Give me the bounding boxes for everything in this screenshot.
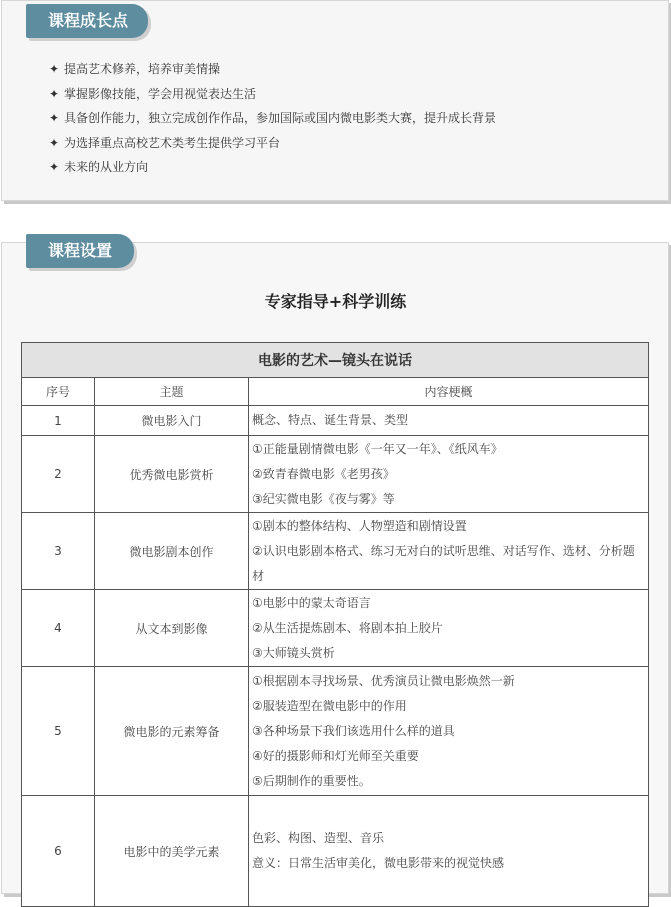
- content-line: ②致青春微电影《老男孩》: [252, 466, 395, 481]
- table-row: [22, 513, 649, 590]
- row-content: [249, 667, 649, 796]
- row-topic: 微电影入门: [95, 406, 249, 436]
- content-line: 概念、特点、诞生背景、类型: [252, 413, 409, 427]
- goal-text: 未来的从业方向: [64, 160, 149, 174]
- star-bullet-icon: ✦: [49, 111, 60, 125]
- content-line: 意义：日常生活审美化，微电影带来的视觉快感: [252, 856, 505, 870]
- star-bullet-icon: ✦: [49, 62, 60, 76]
- course-table: [21, 342, 649, 907]
- table-title-row: [22, 343, 649, 378]
- list-item: [49, 131, 496, 156]
- content-line: ③各种场景下我们该选用什么样的道具: [252, 723, 455, 738]
- goal-text: 为选择重点高校艺术类考生提供学习平台: [64, 135, 281, 150]
- row-number: 4: [22, 590, 95, 667]
- goal-text: 具备创作能力，独立完成创作作品，参加国际或国内微电影类大赛，提升成长背景: [64, 111, 497, 125]
- content-line: ③大师镜头赏析: [252, 645, 335, 660]
- goal-text: 掌握影像技能，学会用视觉表达生活: [64, 86, 257, 101]
- content-line: ②从生活提炼剧本、将剧本拍上胶片: [252, 620, 443, 635]
- row-content: [249, 513, 649, 590]
- content-line: ①剧本的整体结构、人物塑造和剧情设置: [252, 518, 467, 533]
- row-topic: 电影中的美学元素: [95, 796, 249, 907]
- content-line: 色彩、构图、造型、音乐: [252, 831, 385, 845]
- list-item: [49, 57, 496, 82]
- row-content: [249, 436, 649, 513]
- star-bullet-icon: ✦: [49, 160, 60, 174]
- content-line: ⑤后期制作的重要性。: [252, 773, 371, 788]
- list-item: [49, 155, 496, 180]
- row-number: 5: [22, 667, 95, 796]
- growth-points-tag: 课程成长点: [26, 4, 148, 38]
- table-row: [22, 590, 649, 667]
- section-subtitle: 专家指导+科学训练: [264, 292, 407, 311]
- row-topic: 微电影的元素筹备: [95, 667, 249, 796]
- content-line: ②服装造型在微电影中的作用: [252, 698, 407, 713]
- growth-points-list: [49, 57, 496, 180]
- content-line: ③纪实微电影《夜与雾》等: [252, 491, 395, 506]
- row-topic: 微电影剧本创作: [95, 513, 249, 590]
- table-row: [22, 796, 649, 907]
- row-content: [249, 796, 649, 907]
- list-item: [49, 82, 496, 107]
- goal-text: 提高艺术修养，培养审美情操: [64, 62, 221, 76]
- column-header-topic: 主题: [95, 378, 249, 406]
- row-content: [249, 406, 649, 436]
- column-header-content: 内容梗概: [249, 378, 649, 406]
- content-line: ①电影中的蒙太奇语言: [252, 595, 371, 610]
- content-line: ②认识电影剧本格式、练习无对白的试听思维、对话写作、选材、分析题材: [252, 543, 635, 583]
- row-number: 1: [22, 406, 95, 436]
- content-line: ①正能量剧情微电影《一年又一年》、《纸风车》: [252, 441, 503, 456]
- table-title: 电影的艺术—镜头在说话: [22, 343, 649, 378]
- row-number: 2: [22, 436, 95, 513]
- content-line: ④好的摄影师和灯光师至关重要: [252, 748, 419, 763]
- row-topic: 从文本到影像: [95, 590, 249, 667]
- content-line: ①根据剧本寻找场景、优秀演员让微电影焕然一新: [252, 673, 515, 688]
- table-row: [22, 667, 649, 796]
- star-bullet-icon: ✦: [49, 86, 60, 101]
- table-header-row: [22, 378, 649, 406]
- list-item: [49, 106, 496, 131]
- table-row: [22, 436, 649, 513]
- row-number: 6: [22, 796, 95, 907]
- row-topic: 优秀微电影赏析: [95, 436, 249, 513]
- table-row: [22, 406, 649, 436]
- row-content: [249, 590, 649, 667]
- row-number: 3: [22, 513, 95, 590]
- star-bullet-icon: ✦: [49, 135, 60, 150]
- column-header-no: 序号: [22, 378, 95, 406]
- course-setup-tag: 课程设置: [26, 234, 134, 268]
